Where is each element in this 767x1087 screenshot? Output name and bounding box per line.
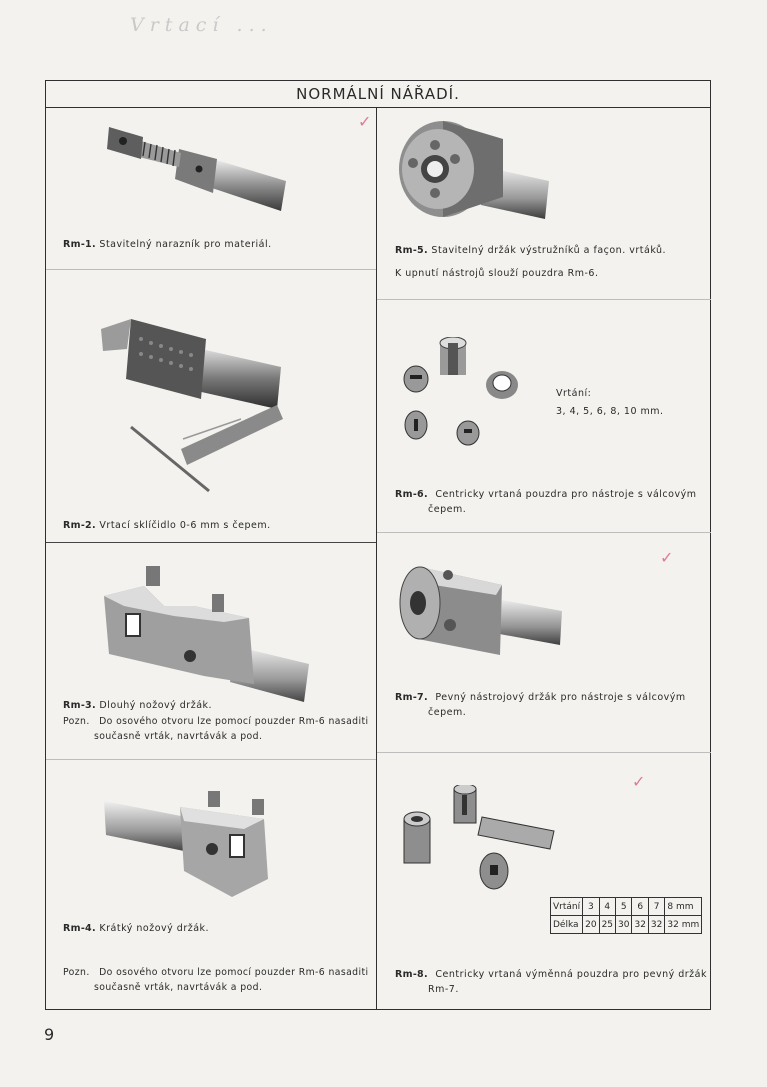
- table-cell: 3: [583, 898, 599, 916]
- rm3-code: Rm-3.: [63, 700, 96, 711]
- rm6-spec-label: Vrtání:: [556, 388, 592, 399]
- table-cell: 7: [648, 898, 664, 916]
- rm6-caption-cont: čepem.: [428, 504, 467, 515]
- rm8-caption: [395, 967, 707, 982]
- rm5-text: Stavitelný držák výstružníků a façon. vrtáků.: [431, 245, 667, 256]
- rm7-caption-cont: čepem.: [428, 707, 467, 718]
- row-label: Vrtání: [551, 898, 583, 916]
- rm4-caption: [63, 921, 363, 936]
- rm8-code: Rm-8.: [395, 969, 428, 980]
- rm5-caption: [395, 243, 707, 258]
- table-row: [551, 916, 702, 934]
- rm4-text: Krátký nožový držák.: [99, 923, 210, 934]
- rm1-text: Stavitelný narazník pro materiál.: [99, 239, 272, 250]
- rm5-figure: [393, 119, 553, 229]
- catalog-frame: [45, 80, 711, 1010]
- rm8-figure: [398, 785, 558, 895]
- separator: [46, 269, 376, 270]
- rm7-code: Rm-7.: [395, 692, 428, 703]
- rm1-figure: [101, 119, 291, 219]
- check-mark: ✓: [660, 548, 674, 567]
- separator: [46, 759, 376, 760]
- rm6-code: Rm-6.: [395, 489, 428, 500]
- separator: [377, 752, 711, 753]
- rm2-text: Vrtací sklíčidlo 0-6 mm s čepem.: [99, 520, 271, 531]
- rm2-figure: [101, 309, 301, 499]
- table-cell: 30: [616, 916, 632, 934]
- rm7-caption: [395, 690, 707, 705]
- table-cell: 4: [599, 898, 615, 916]
- rm4-note-label: Pozn.: [63, 967, 90, 978]
- separator: [377, 532, 711, 533]
- rm6-caption: [395, 487, 707, 502]
- bushing-tall: [440, 337, 466, 375]
- rm8-dimension-table: [550, 897, 702, 934]
- rm4-note-line1: Do osového otvoru lze pomocí pouzder Rm-6 nasaditi: [99, 967, 369, 978]
- table-cell: 32: [632, 916, 648, 934]
- page-number: 9: [44, 1025, 55, 1044]
- rm5-line2: K upnutí nástrojů slouží pouzdra Rm-6.: [395, 268, 599, 279]
- rm6-text: Centricky vrtaná pouzdra pro nástroje s válcovým: [435, 489, 697, 500]
- table-row: [551, 898, 702, 916]
- rm4-note-cont: současně vrták, navrtávák a pod.: [94, 982, 263, 993]
- rm3-note: [63, 714, 373, 729]
- separator: [46, 542, 376, 543]
- rm1-code: Rm-1.: [63, 239, 96, 250]
- rm3-caption: [63, 698, 363, 713]
- separator: [377, 299, 711, 300]
- rm6-spec-values: 3, 4, 5, 6, 8, 10 mm.: [556, 406, 664, 417]
- rm3-note-label: Pozn.: [63, 716, 90, 727]
- rm3-text: Dlouhý nožový držák.: [99, 700, 213, 711]
- rm2-caption: [63, 518, 363, 533]
- rm4-figure: [104, 789, 274, 899]
- rm3-note-cont: současně vrták, navrtávák a pod.: [94, 731, 263, 742]
- bushing-ring: [486, 371, 518, 399]
- rm1-caption: [63, 237, 363, 252]
- table-cell: 20: [583, 916, 599, 934]
- rm3-figure: [104, 566, 314, 716]
- rm5-code: Rm-5.: [395, 245, 428, 256]
- table-cell: 5: [616, 898, 632, 916]
- check-mark: ✓: [632, 772, 646, 791]
- page-title: NORMÁLNÍ NÁŘADÍ.: [46, 81, 710, 108]
- rm4-code: Rm-4.: [63, 923, 96, 934]
- column-divider: [376, 108, 377, 1010]
- rm7-figure: [396, 563, 566, 663]
- rm8-text: Centricky vrtaná výměnná pouzdra pro pevný držák: [435, 969, 707, 980]
- table-cell: 32 mm: [665, 916, 702, 934]
- rm2-code: Rm-2.: [63, 520, 96, 531]
- table-cell: 32: [648, 916, 664, 934]
- rm3-note-line1: Do osového otvoru lze pomocí pouzder Rm-6 nasaditi: [99, 716, 369, 727]
- row-label: Délka: [551, 916, 583, 934]
- rm8-caption-cont: Rm-7.: [428, 984, 459, 995]
- table-cell: 6: [632, 898, 648, 916]
- pencil-note: Vrtací ...: [130, 14, 273, 36]
- rm4-note: [63, 965, 373, 980]
- check-mark: ✓: [358, 112, 372, 131]
- table-cell: 25: [599, 916, 615, 934]
- rm6-figure: [398, 337, 538, 453]
- rm7-text: Pevný nástrojový držák pro nástroje s válcovým: [435, 692, 686, 703]
- table-cell: 8 mm: [665, 898, 702, 916]
